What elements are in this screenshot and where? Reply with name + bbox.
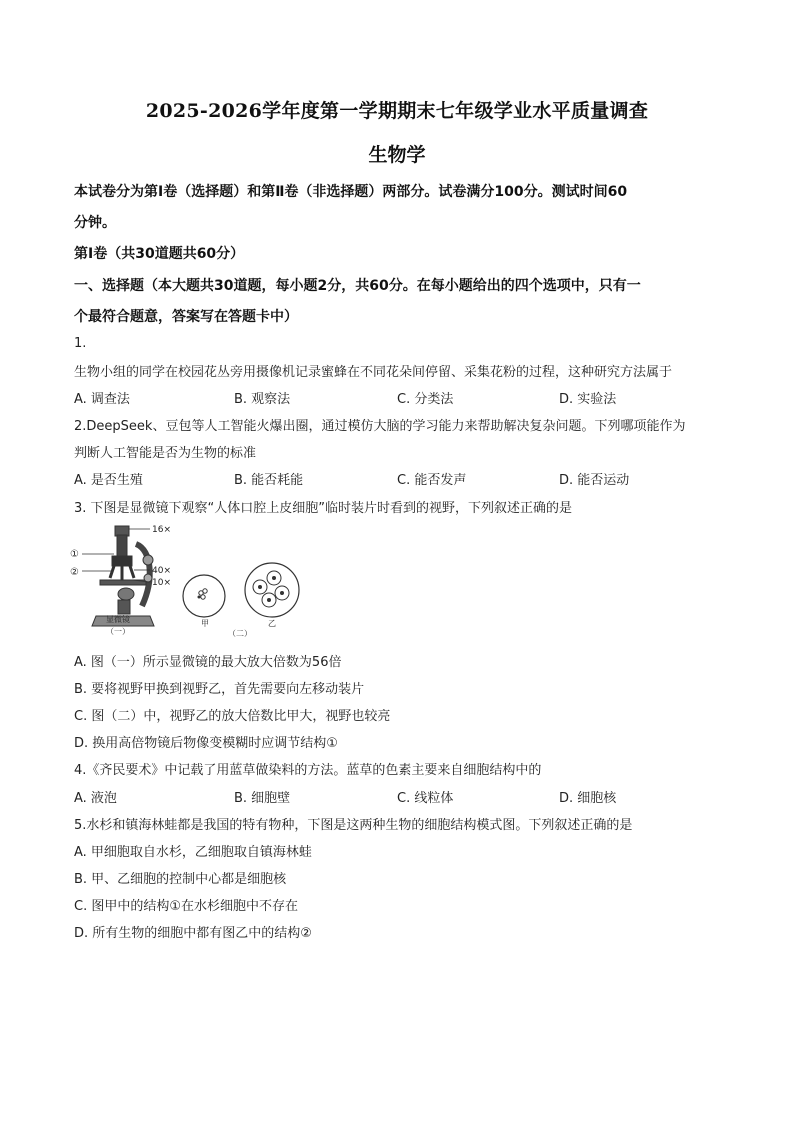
q1-option-b: B. 观察法 xyxy=(234,392,291,407)
q3-option-d: D. 换用高倍物镜后物像变模糊时应调节结构① xyxy=(74,736,338,751)
q2-option-c: C. 能否发声 xyxy=(397,473,467,488)
section-heading-line-2: 个最符合题意，答案写在答题卡中） xyxy=(74,309,298,325)
microscope-label: 显微镜 xyxy=(106,615,130,624)
q4-option-b: B. 细胞壁 xyxy=(234,791,291,806)
q2-stem-line-2: 判断人工智能是否为生物的标准 xyxy=(74,446,257,461)
q5-option-c: C. 图甲中的结构①在水杉细胞中不存在 xyxy=(74,899,298,914)
view-jia-label: 甲 xyxy=(201,619,209,628)
q4-option-c: C. 线粒体 xyxy=(397,791,454,806)
q3-option-c: C. 图（二）中，视野乙的放大倍数比甲大，视野也较亮 xyxy=(74,709,391,724)
structure-mark-1: ① xyxy=(70,549,79,560)
field-of-view-jia xyxy=(183,575,225,617)
q2-stem-line-1: 2.DeepSeek、豆包等人工智能火爆出圈，通过模仿大脑的学习能力来帮助解决复杂问题。下列哪项能作为 xyxy=(74,419,686,434)
q5-option-d: D. 所有生物的细胞中都有图乙中的结构② xyxy=(74,926,312,941)
q4-stem: 4.《齐民要术》中记载了用蓝草做染料的方法。蓝草的色素主要来自细胞结构中的 xyxy=(74,763,542,778)
intro-line-1: 本试卷分为第Ⅰ卷（选择题）和第Ⅱ卷（非选择题）两部分。试卷满分100分。测试时间60 xyxy=(74,184,628,200)
q5-option-a: A. 甲细胞取自水杉，乙细胞取自镇海林蛙 xyxy=(74,845,312,860)
q2-option-a: A. 是否生殖 xyxy=(74,473,143,488)
part1-heading: 第Ⅰ卷（共30道题共60分） xyxy=(74,246,245,262)
objective-low-label: 10× xyxy=(152,578,171,588)
intro-line-2: 分钟。 xyxy=(74,215,116,231)
section-heading-line-1: 一、选择题（本大题共30道题，每小题2分，共60分。在每小题给出的四个选项中，只有一 xyxy=(74,278,641,294)
q3-stem: 3. 下图是显微镜下观察“人体口腔上皮细胞”临时装片时看到的视野，下列叙述正确的是 xyxy=(74,501,573,516)
objective-high-label: 40× xyxy=(152,566,171,576)
q3-microscope-figure xyxy=(70,520,310,642)
q2-option-d: D. 能否运动 xyxy=(559,473,630,488)
eyepiece-label: 16× xyxy=(152,525,171,535)
view-yi-label: 乙 xyxy=(268,619,276,628)
q2-option-b: B. 能否耗能 xyxy=(234,473,304,488)
exam-title: 2025-2026学年度第一学期期末七年级学业水平质量调查 xyxy=(145,100,649,122)
q1-option-d: D. 实验法 xyxy=(559,392,617,407)
figure-2-label: （二） xyxy=(228,629,252,638)
q3-option-b: B. 要将视野甲换到视野乙，首先需要向左移动装片 xyxy=(74,682,365,697)
q4-option-d: D. 细胞核 xyxy=(559,791,617,806)
microscope-illustration xyxy=(92,526,154,626)
structure-mark-2: ② xyxy=(70,567,79,578)
q1-option-a: A. 调查法 xyxy=(74,392,130,407)
q5-stem: 5.水杉和镇海林蛙都是我国的特有物种，下图是这两种生物的细胞结构模式图。下列叙述正确的是 xyxy=(74,818,633,833)
q1-number: 1. xyxy=(74,336,87,351)
figure-1-label: （一） xyxy=(106,627,130,636)
q1-stem: 生物小组的同学在校园花丛旁用摄像机记录蜜蜂在不同花朵间停留、采集花粉的过程，这种研究方法属于 xyxy=(74,365,673,380)
q4-option-a: A. 液泡 xyxy=(74,791,117,806)
q3-option-a: A. 图（一）所示显微镜的最大放大倍数为56倍 xyxy=(74,655,342,670)
q5-option-b: B. 甲、乙细胞的控制中心都是细胞核 xyxy=(74,872,287,887)
q1-option-c: C. 分类法 xyxy=(397,392,454,407)
field-of-view-yi xyxy=(245,563,299,617)
subject-title: 生物学 xyxy=(368,144,426,166)
